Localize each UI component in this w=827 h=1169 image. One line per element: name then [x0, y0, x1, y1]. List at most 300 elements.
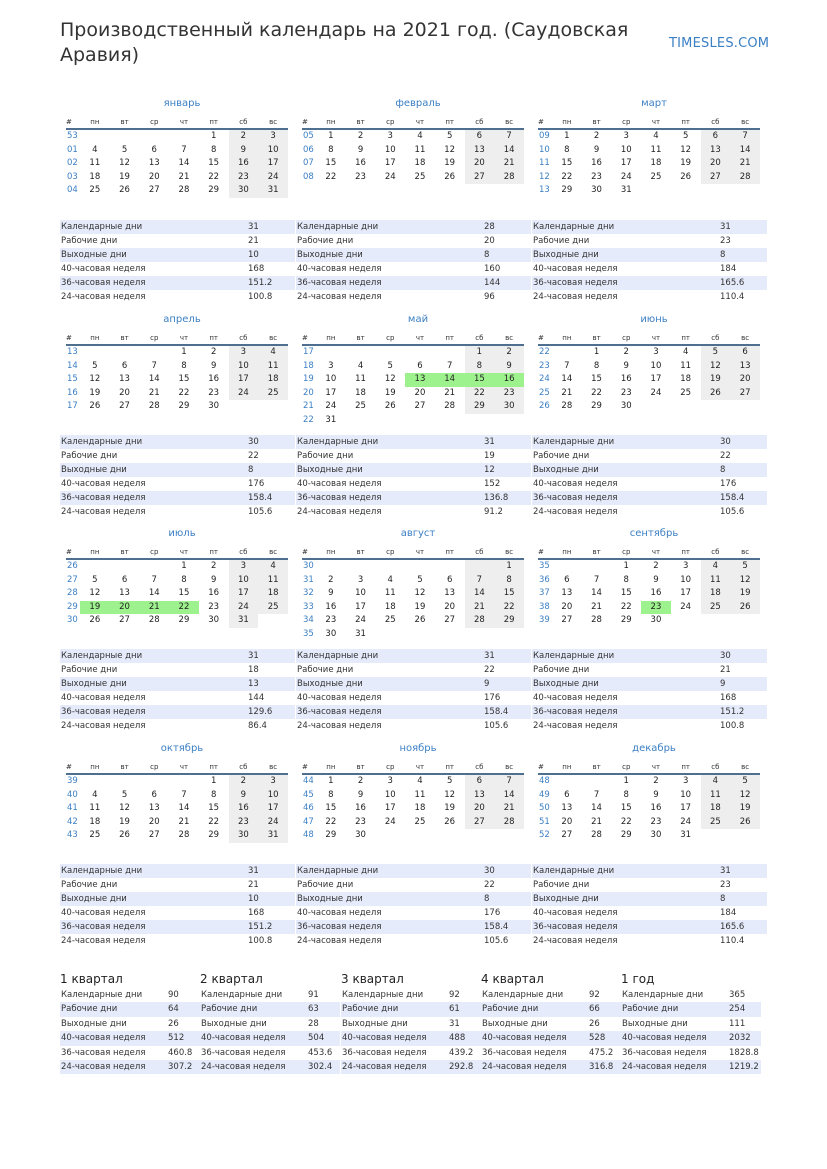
stat-row — [60, 477, 295, 491]
empty-cell — [671, 184, 701, 198]
stat-label: Календарные дни — [622, 990, 704, 1000]
day-cell: 31 — [620, 185, 632, 195]
weekday-header: # — [538, 761, 552, 774]
month-name: декабрь — [632, 743, 676, 754]
weekday-header: # — [302, 116, 316, 129]
week-row — [538, 587, 760, 601]
stat-row — [296, 663, 531, 677]
weekday-header: вт — [110, 546, 140, 559]
day-cell: 6 — [564, 789, 570, 800]
day-cell: 18 — [258, 587, 288, 601]
weekday-header: вс — [494, 546, 524, 559]
stat-value: 31 — [484, 437, 495, 447]
day-cell: 27 — [561, 830, 573, 840]
month-stats — [296, 864, 531, 948]
month-stats — [296, 220, 531, 304]
stat-label: 36-часовая неделя — [61, 1047, 146, 1058]
weekday-header: вт — [110, 332, 140, 345]
day-cell: 19 — [80, 601, 110, 615]
day-cell: 9 — [623, 360, 629, 371]
stat-row — [296, 892, 531, 906]
stat-label: 36-часовая неделя — [533, 922, 618, 932]
stat-label: Выходные дни — [297, 250, 363, 260]
day-cell: 10 — [258, 789, 288, 803]
stat-label: 36-часовая неделя — [342, 1047, 427, 1058]
stat-label: Выходные дни — [297, 465, 363, 475]
day-cell: 29 — [208, 185, 220, 195]
day-cell: 24 — [680, 816, 692, 827]
stat-label: Выходные дни — [482, 1018, 548, 1029]
week-row — [66, 129, 288, 144]
quarter-title: 1 квартал — [60, 972, 123, 986]
month-10 — [66, 742, 288, 843]
day-cell: 27 — [561, 615, 573, 625]
stat-label: Календарные дни — [61, 866, 143, 876]
week-row — [302, 129, 524, 144]
month-stats — [532, 435, 767, 519]
stat-value: 31 — [720, 222, 731, 232]
stat-label: 40-часовая неделя — [482, 1033, 567, 1044]
day-cell: 15 — [178, 374, 190, 384]
stat-value: 30 — [720, 437, 731, 447]
week-number: 30 — [303, 561, 314, 571]
empty-cell — [582, 559, 612, 574]
stat-value: 96 — [484, 292, 495, 302]
day-cell: 8 — [328, 144, 334, 155]
stat-row — [60, 491, 295, 505]
day-cell: 12 — [119, 158, 130, 168]
weekday-header: вс — [730, 332, 760, 345]
day-cell: 13 — [561, 588, 573, 598]
weekday-header: вт — [346, 761, 376, 774]
stat-value: 8 — [484, 894, 490, 904]
stat-row — [60, 705, 295, 719]
stat-label: Рабочие дни — [61, 665, 118, 675]
day-cell: 15 — [494, 587, 524, 601]
day-cell: 6 — [564, 574, 570, 585]
stat-value: 30 — [720, 651, 731, 661]
weekday-header: вс — [258, 761, 288, 774]
week-row — [66, 345, 288, 360]
stat-label: 24-часовая неделя — [533, 507, 618, 517]
weekday-header: сб — [701, 116, 731, 129]
day-cell: 13 — [119, 588, 130, 598]
day-cell: 11 — [384, 588, 396, 598]
stat-value: 18 — [248, 665, 259, 675]
weekday-header: сб — [465, 761, 495, 774]
day-cell: 21 — [178, 171, 190, 182]
stat-row — [621, 1060, 761, 1074]
brand-link[interactable]: TIMESLES.COM — [669, 36, 770, 51]
stat-value: 21 — [248, 236, 259, 246]
empty-cell — [701, 614, 731, 628]
day-cell: 24 — [325, 401, 337, 411]
stat-row — [296, 864, 531, 878]
weekday-header: пн — [316, 332, 346, 345]
day-cell: 27 — [701, 171, 731, 185]
weekday-header: пт — [199, 546, 229, 559]
day-cell: 15 — [325, 803, 337, 813]
stat-label: 40-часовая неделя — [61, 479, 146, 489]
empty-cell — [80, 345, 110, 360]
stat-row — [296, 234, 531, 248]
day-cell: 17 — [680, 588, 692, 598]
weekday-header: чт — [641, 116, 671, 129]
day-cell: 16 — [355, 803, 366, 813]
stat-value: 105.6 — [720, 507, 745, 517]
day-cell: 5 — [730, 559, 760, 574]
stat-row — [60, 463, 295, 477]
weekday-header: чт — [169, 332, 199, 345]
weekday-header: пт — [435, 546, 465, 559]
stat-value: 439.2 — [449, 1047, 474, 1058]
week-number: 28 — [67, 588, 78, 598]
day-cell: 23 — [355, 816, 366, 827]
week-row — [538, 574, 760, 588]
empty-cell — [701, 400, 731, 414]
stat-label: Календарные дни — [533, 437, 615, 447]
stat-value: 91 — [308, 990, 319, 1000]
day-cell: 1 — [210, 776, 217, 786]
day-cell: 27 — [119, 615, 130, 625]
weekday-header: сб — [229, 546, 259, 559]
day-cell: 23 — [591, 171, 602, 182]
stat-label: 40-часовая неделя — [61, 1033, 146, 1044]
week-number: 26 — [539, 401, 550, 411]
stat-row — [621, 1017, 761, 1031]
day-cell: 10 — [325, 374, 337, 384]
day-cell: 16 — [229, 157, 259, 171]
week-number: 11 — [539, 158, 550, 168]
stat-label: Рабочие дни — [61, 1004, 118, 1015]
quarter-rows — [481, 988, 621, 1074]
month-name: июль — [168, 528, 196, 539]
day-cell: 10 — [229, 574, 259, 588]
day-cell: 30 — [650, 615, 662, 625]
day-cell: 9 — [229, 144, 259, 158]
empty-cell — [110, 345, 140, 360]
weekday-header: сб — [229, 116, 259, 129]
stat-label: Календарные дни — [61, 990, 143, 1000]
month-name: ноябрь — [399, 743, 437, 754]
stat-value: 22 — [484, 665, 495, 675]
stat-row — [60, 649, 295, 663]
day-cell: 8 — [623, 574, 629, 585]
day-cell: 28 — [178, 185, 190, 195]
week-number: 35 — [303, 628, 314, 639]
day-cell: 19 — [730, 587, 760, 601]
week-row — [538, 373, 760, 387]
month-calendar-table — [538, 116, 760, 198]
stat-row — [296, 691, 531, 705]
week-row — [66, 601, 288, 615]
stat-row — [532, 663, 767, 677]
day-cell: 5 — [92, 360, 98, 371]
stat-row — [296, 262, 531, 276]
day-cell: 4 — [387, 574, 393, 585]
quarter-5 — [621, 970, 761, 1074]
stat-row — [60, 878, 295, 892]
month-calendar-table — [66, 761, 288, 843]
stat-row — [200, 1060, 340, 1074]
stat-row — [532, 276, 767, 290]
week-row — [538, 171, 760, 185]
stat-value: 158.4 — [484, 707, 509, 717]
day-cell: 21 — [561, 387, 573, 398]
empty-cell — [494, 829, 524, 843]
stat-label: 24-часовая неделя — [61, 292, 146, 302]
empty-cell — [169, 774, 199, 789]
day-cell: 8 — [181, 360, 187, 371]
stat-value: 30 — [484, 866, 495, 876]
empty-cell — [465, 559, 495, 574]
week-row — [302, 157, 524, 171]
weekday-header: чт — [169, 546, 199, 559]
empty-cell — [552, 345, 582, 360]
week-row — [302, 400, 524, 414]
weekday-header: сб — [701, 332, 731, 345]
weekday-header: вт — [346, 332, 376, 345]
week-number: 48 — [303, 830, 314, 840]
week-number: 14 — [67, 360, 78, 371]
week-number: 35 — [539, 561, 550, 571]
day-cell: 30 — [650, 830, 662, 840]
day-cell: 24 — [258, 816, 288, 830]
day-cell: 7 — [151, 574, 157, 585]
day-cell: 14 — [494, 789, 524, 803]
weekday-header: сб — [465, 116, 495, 129]
day-cell: 18 — [384, 601, 396, 612]
day-cell: 5 — [730, 774, 760, 789]
week-number: 17 — [303, 347, 314, 357]
stat-value: 8 — [720, 894, 726, 904]
empty-cell — [229, 400, 259, 414]
empty-cell — [258, 400, 288, 414]
month-stats — [296, 435, 531, 519]
day-cell: 7 — [151, 360, 157, 371]
stat-value: 23 — [720, 236, 731, 246]
day-cell: 3 — [357, 574, 364, 585]
month-calendar-table — [302, 332, 524, 427]
quarter-title: 3 квартал — [341, 972, 404, 986]
weekday-header: вт — [110, 761, 140, 774]
stat-value: 129.6 — [248, 707, 273, 717]
day-cell: 11 — [650, 144, 662, 155]
empty-cell — [701, 829, 731, 843]
day-cell: 27 — [444, 615, 456, 625]
stat-label: Выходные дни — [61, 250, 127, 260]
day-cell: 30 — [208, 615, 220, 625]
weekday-header: пт — [671, 761, 701, 774]
stat-row — [532, 677, 767, 691]
day-cell: 8 — [465, 360, 495, 374]
day-cell: 12 — [444, 789, 456, 800]
day-cell: 10 — [680, 574, 692, 585]
day-cell: 17 — [229, 373, 259, 387]
stat-row — [60, 1017, 200, 1031]
day-cell: 2 — [210, 561, 217, 571]
weekday-header: вс — [730, 546, 760, 559]
month-calendar-table — [538, 546, 760, 628]
day-cell: 25 — [680, 387, 692, 398]
month-3 — [538, 97, 760, 198]
stat-row — [200, 988, 340, 1002]
day-cell: 26 — [444, 171, 456, 182]
day-cell: 30 — [229, 184, 259, 198]
stat-label: 36-часовая неделя — [533, 493, 618, 503]
week-number: 27 — [67, 574, 78, 585]
month-name: сентябрь — [629, 528, 679, 539]
day-cell: 11 — [89, 158, 101, 168]
empty-cell — [405, 628, 435, 642]
day-cell: 28 — [730, 171, 760, 185]
stat-value: 158.4 — [720, 493, 745, 503]
stat-row — [60, 1046, 200, 1060]
weekday-header: чт — [405, 116, 435, 129]
day-cell: 22 — [620, 601, 632, 612]
stat-row — [200, 1046, 340, 1060]
stat-row — [60, 892, 295, 906]
stat-row — [532, 248, 767, 262]
day-cell: 16 — [494, 373, 524, 387]
week-number: 52 — [539, 830, 550, 840]
stat-label: Выходные дни — [201, 1018, 267, 1029]
weekday-header: пт — [435, 116, 465, 129]
week-number: 13 — [539, 185, 550, 195]
day-cell: 12 — [444, 144, 456, 155]
weekday-header: # — [66, 116, 80, 129]
stat-row — [296, 276, 531, 290]
day-cell: 1 — [593, 347, 600, 357]
day-cell: 26 — [730, 816, 760, 830]
stat-value: 90 — [168, 990, 179, 1000]
week-row — [66, 400, 288, 414]
day-cell: 28 — [591, 830, 602, 840]
week-row — [302, 802, 524, 816]
stat-value: 21 — [248, 880, 259, 890]
stat-row — [60, 934, 295, 948]
day-cell: 23 — [650, 816, 662, 827]
stat-value: 254 — [729, 1004, 746, 1015]
stat-label: Выходные дни — [61, 679, 127, 689]
stat-value: 168 — [248, 908, 265, 918]
weekday-header: вс — [494, 116, 524, 129]
empty-cell — [139, 345, 169, 360]
day-cell: 10 — [258, 144, 288, 158]
stat-value: 504 — [308, 1033, 325, 1044]
month-name: октябрь — [160, 743, 204, 754]
stat-label: Рабочие дни — [622, 1004, 679, 1015]
weekday-header: пт — [671, 116, 701, 129]
stat-value: 1219.2 — [729, 1061, 759, 1072]
day-cell: 25 — [701, 816, 731, 830]
day-cell: 9 — [653, 574, 659, 585]
stat-row — [341, 1031, 481, 1045]
day-cell: 1 — [623, 561, 629, 571]
day-cell: 6 — [730, 345, 760, 360]
day-cell: 13 — [148, 803, 160, 813]
month-calendar-table — [302, 546, 524, 641]
month-stats — [60, 649, 295, 733]
stat-value: 86.4 — [248, 721, 267, 731]
weekday-header: вт — [582, 332, 612, 345]
weekday-header: пн — [80, 116, 110, 129]
stat-value: 22 — [248, 451, 259, 461]
quarter-rows — [200, 988, 340, 1074]
day-cell: 18 — [355, 387, 366, 398]
week-row — [66, 789, 288, 803]
quarter-1 — [60, 970, 200, 1074]
stat-label: Выходные дни — [533, 250, 599, 260]
day-cell: 18 — [414, 803, 426, 813]
day-cell: 17 — [355, 601, 366, 612]
day-cell: 24 — [384, 816, 396, 827]
day-cell: 10 — [650, 360, 662, 371]
stat-value: 91.2 — [484, 507, 503, 517]
stat-row — [532, 649, 767, 663]
month-1 — [66, 97, 288, 198]
stat-label: Выходные дни — [297, 894, 363, 904]
week-row — [66, 157, 288, 171]
stat-row — [532, 892, 767, 906]
stat-label: Календарные дни — [201, 990, 283, 1000]
day-cell: 8 — [210, 789, 217, 800]
empty-cell — [641, 184, 671, 198]
stat-label: Календарные дни — [533, 651, 615, 661]
weekday-header: пт — [199, 332, 229, 345]
empty-cell — [405, 829, 435, 843]
month-calendar-table — [302, 116, 524, 184]
weekday-header: вт — [582, 116, 612, 129]
week-row — [538, 360, 760, 374]
stat-label: Календарные дни — [61, 651, 143, 661]
stat-value: 184 — [720, 908, 737, 918]
day-cell: 15 — [178, 588, 190, 598]
stat-value: 92 — [449, 990, 460, 1000]
stat-value: 151.2 — [720, 707, 745, 717]
stat-label: 24-часовая неделя — [61, 1061, 146, 1072]
weekday-header: сб — [701, 546, 731, 559]
stat-label: Рабочие дни — [533, 451, 590, 461]
stat-row — [481, 1017, 621, 1031]
day-cell: 9 — [494, 360, 524, 374]
week-number: 24 — [539, 374, 550, 384]
day-cell: 20 — [465, 802, 495, 816]
day-cell: 10 — [384, 789, 396, 800]
stat-row — [532, 262, 767, 276]
day-cell: 1 — [623, 776, 629, 786]
day-cell: 21 — [444, 387, 456, 398]
week-row — [302, 587, 524, 601]
day-cell: 9 — [210, 574, 217, 585]
stat-row — [60, 234, 295, 248]
day-cell: 8 — [564, 144, 570, 155]
week-number: 19 — [303, 374, 314, 384]
day-cell: 31 — [229, 614, 259, 628]
empty-cell — [435, 829, 465, 843]
day-cell: 17 — [680, 803, 692, 813]
empty-cell — [730, 400, 760, 414]
week-row — [302, 601, 524, 615]
stat-row — [296, 290, 531, 304]
stat-value: 105.6 — [484, 936, 509, 946]
day-cell: 27 — [148, 830, 160, 840]
weekday-header: вт — [582, 546, 612, 559]
day-cell: 10 — [680, 789, 692, 800]
day-cell: 22 — [465, 387, 495, 401]
week-row — [538, 184, 760, 198]
week-number: 36 — [539, 574, 550, 585]
